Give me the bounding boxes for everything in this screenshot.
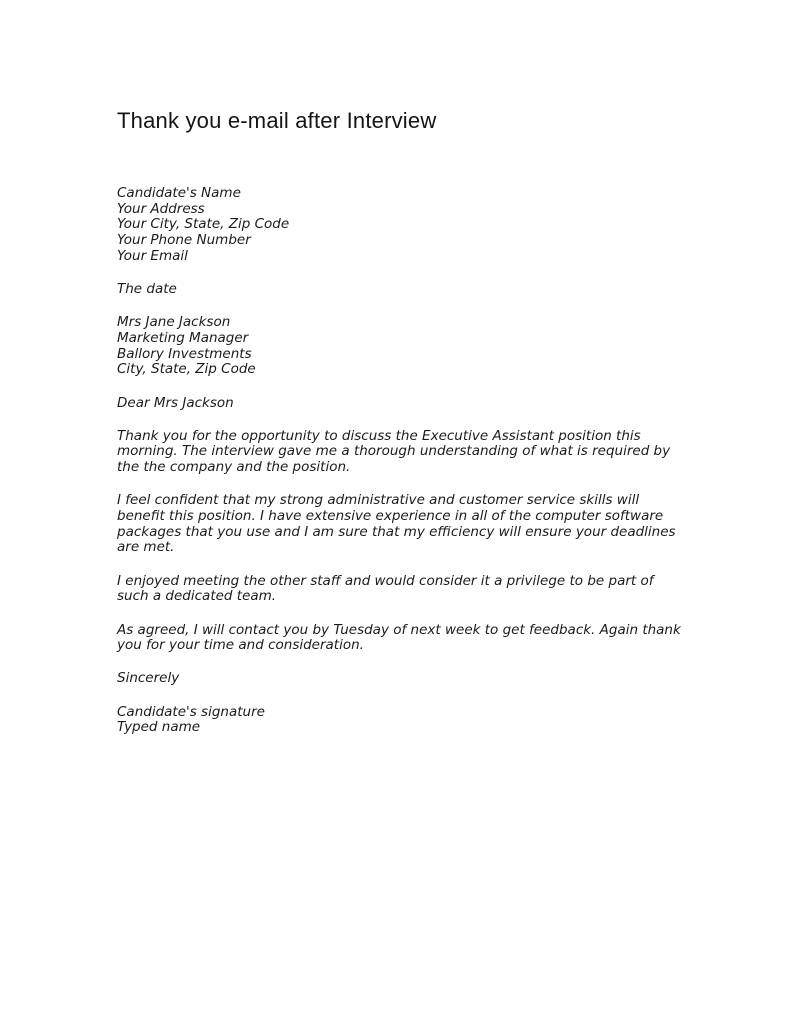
letter-content (117, 0, 689, 754)
body-paragraph-4: As agreed, I will contact you by Tuesday of next week to get feedback. Again thank you for your time and consideration. (117, 621, 681, 654)
recipient-name-line: Mrs Jane Jackson (117, 314, 231, 331)
signature-line: Candidate's signature (117, 703, 265, 720)
sender-address-block (117, 186, 689, 265)
salutation-block (117, 396, 689, 412)
recipient-address-block (117, 315, 689, 378)
closing-line: Sincerely (117, 670, 180, 687)
signature-block (117, 705, 689, 736)
body-paragraph-3: I enjoyed meeting the other staff and would consider it a privilege to be part of such a dedicated team. (117, 572, 654, 605)
sender-city-line: Your City, State, Zip Code (117, 216, 290, 233)
sender-phone-line: Your Phone Number (117, 232, 251, 249)
sender-address-line: Your Address (117, 200, 205, 217)
date-block (117, 282, 689, 298)
recipient-title-line: Marketing Manager (117, 329, 249, 346)
body-paragraph-2: I feel confident that my strong administrative and customer service skills will benefit this position. I have extensive experience in all of the computer software packages that you use and I am sure that my efficiency will ensure your deadlines are met. (117, 492, 676, 556)
recipient-company-line: Ballory Investments (117, 345, 252, 362)
page-title: Thank you e-mail after Interview (117, 108, 437, 133)
recipient-city-line: City, State, Zip Code (117, 361, 256, 378)
salutation-line: Dear Mrs Jackson (117, 394, 234, 411)
letter-body (117, 186, 689, 736)
sender-name-line: Candidate's Name (117, 185, 241, 201)
body-paragraph-1: Thank you for the opportunity to discuss the Executive Assistant position this morning. The interview gave me a thorough understanding of what is required by the the company and the position. (117, 427, 671, 476)
sender-email-line: Your Email (117, 247, 188, 264)
date-line: The date (117, 281, 177, 298)
closing-block (117, 671, 689, 687)
typed-name-line: Typed name (117, 719, 201, 736)
